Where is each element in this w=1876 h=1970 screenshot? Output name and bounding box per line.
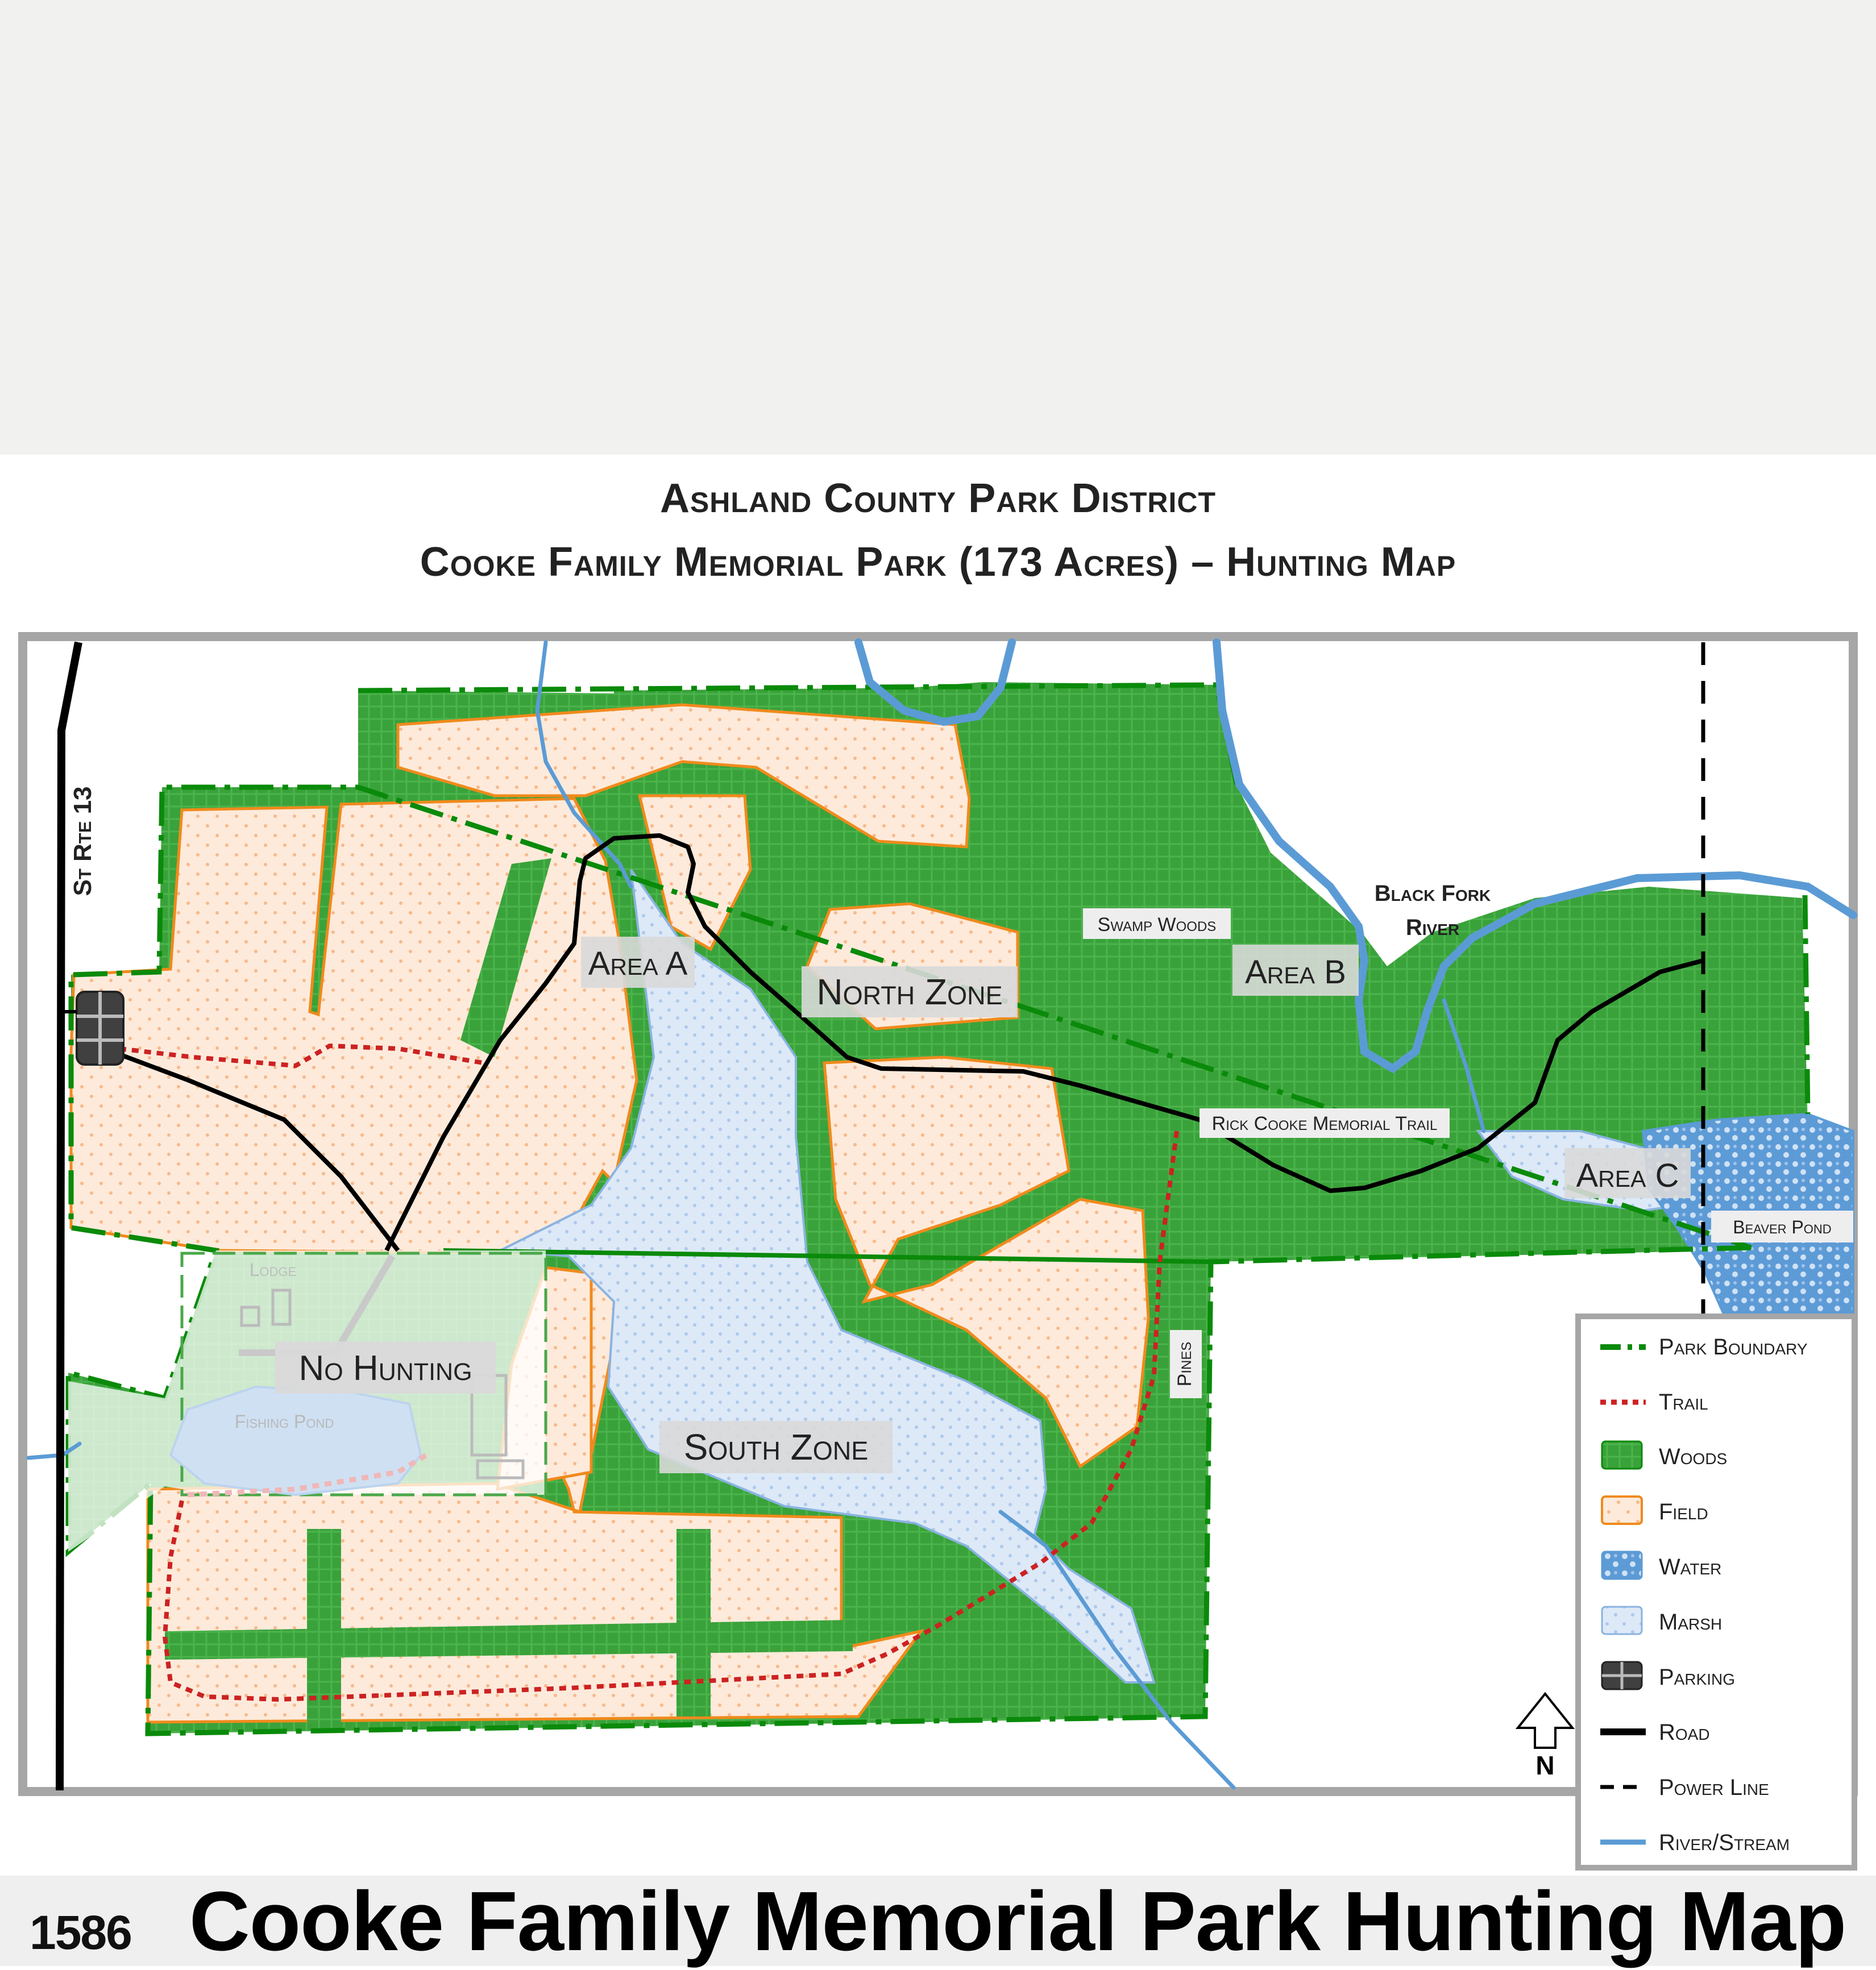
label-swamp-woods: Swamp Woods xyxy=(1097,914,1217,936)
label-black-fork: Black Fork xyxy=(1374,881,1491,906)
legend xyxy=(1578,1316,1854,1868)
legend-label-power: Power Line xyxy=(1659,1775,1769,1800)
label-st-rte-13: St Rte 13 xyxy=(69,786,97,896)
label-trail-name: Rick Cooke Memorial Trail xyxy=(1211,1113,1438,1134)
legend-item-marsh xyxy=(1602,1607,1722,1635)
label-area-b: Area B xyxy=(1245,954,1346,991)
label-fishing-pond: Fishing Pond xyxy=(234,1411,334,1432)
fishing-pond xyxy=(171,1387,421,1495)
footer-title: Cooke Family Memorial Park Hunting Map xyxy=(189,1875,1846,1968)
header-district: Ashland County Park District xyxy=(659,476,1217,521)
legend-label-river: River/Stream xyxy=(1659,1830,1790,1855)
legend-label-marsh: Marsh xyxy=(1659,1610,1723,1635)
legend-item-parking xyxy=(1602,1662,1735,1690)
legend-label-woods: Woods xyxy=(1659,1444,1728,1469)
label-south-zone: South Zone xyxy=(683,1427,869,1468)
label-no-hunting: No Hunting xyxy=(298,1349,472,1388)
label-north-zone: North Zone xyxy=(816,971,1003,1012)
legend-item-woods xyxy=(1602,1441,1727,1469)
legend-label-field: Field xyxy=(1659,1499,1708,1524)
north-label: N xyxy=(1535,1751,1555,1780)
legend-label-trail: Trail xyxy=(1659,1390,1708,1415)
legend-label-road: Road xyxy=(1659,1720,1710,1745)
label-lodge: Lodge xyxy=(249,1260,297,1280)
wood-strip-1 xyxy=(307,1529,341,1722)
label-area-a: Area A xyxy=(588,945,688,982)
header-park-title: Cooke Family Memorial Park (173 Acres) – Hunting Map xyxy=(420,539,1456,585)
label-river: River xyxy=(1405,915,1460,940)
label-area-c: Area C xyxy=(1576,1157,1679,1194)
label-pines: Pines xyxy=(1174,1341,1196,1387)
legend-item-water xyxy=(1602,1552,1721,1580)
legend-label-water: Water xyxy=(1659,1555,1722,1580)
parking-icon xyxy=(77,992,123,1065)
legend-label-boundary: Park Boundary xyxy=(1659,1335,1808,1360)
legend-label-parking: Parking xyxy=(1659,1665,1736,1690)
label-beaver-pond: Beaver Pond xyxy=(1733,1217,1832,1237)
footer-page-number: 1586 xyxy=(30,1906,131,1959)
